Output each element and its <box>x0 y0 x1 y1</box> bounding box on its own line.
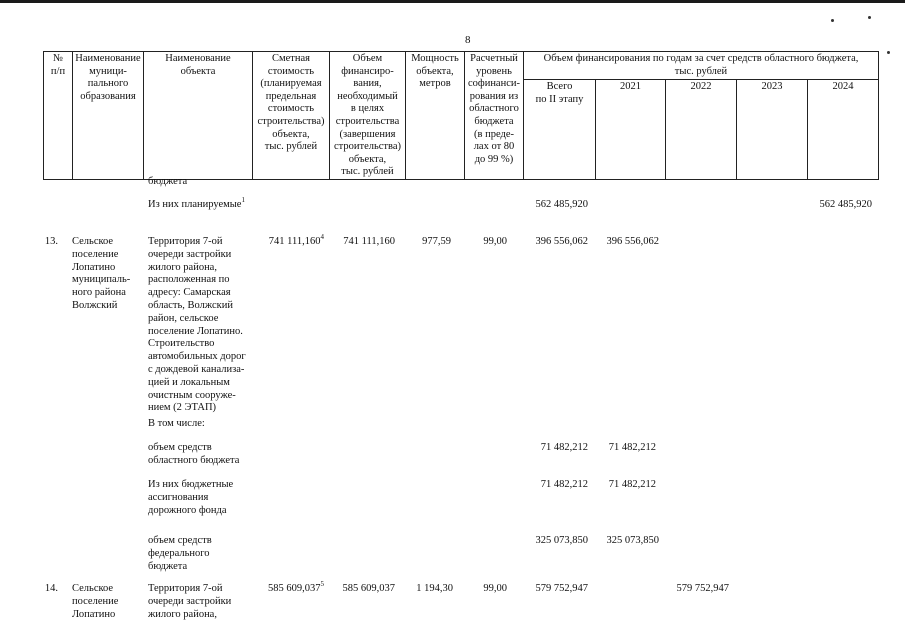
header-num: № п/п <box>44 52 73 180</box>
row13-total: 396 556,062 <box>535 236 588 247</box>
regional-2021: 71 482,212 <box>608 442 656 453</box>
road-fund-total: 71 482,212 <box>540 479 588 490</box>
row13-object: Территория 7-ой очереди застройки жилого района, расположенная по адресу: Самарская область, Волжский район, сельское поселение Лопатино. Строительство автомобильных дорог с дождевой канализа- цией и локальным очистным сооруже- нием (2 ЭТАП) <box>148 236 246 414</box>
row14-municipality: Сельское поселение Лопатино <box>72 583 119 620</box>
planned-total: 562 485,920 <box>535 199 588 210</box>
row14-total: 579 752,947 <box>535 583 588 594</box>
header-2024: 2024 <box>808 80 879 180</box>
footnote-mark: 5 <box>320 579 324 588</box>
scan-speck <box>831 19 834 22</box>
header-municipality: Наименование муници- пального образования <box>73 52 144 180</box>
header-financing-group: Объем финансирования по годам за счет средств областного бюджета, тыс. рублей <box>524 52 879 80</box>
footnote-mark: 1 <box>241 195 245 204</box>
header-object: Наименование объекта <box>144 52 253 180</box>
scan-speck <box>887 51 890 54</box>
row14-capacity: 1 194,30 <box>416 583 453 594</box>
road-fund-2021: 71 482,212 <box>608 479 656 490</box>
table-header <box>43 51 879 180</box>
page-number: 8 <box>465 34 471 46</box>
row14-cost: 585 609,037$^5$ <box>268 579 324 594</box>
federal-total: 325 073,850 <box>535 535 588 546</box>
including-label: В том числе: <box>148 418 205 429</box>
planned-2024: 562 485,920 <box>819 199 872 210</box>
row13-2021: 396 556,062 <box>606 236 659 247</box>
scan-top-border <box>0 0 905 3</box>
row14-level: 99,00 <box>483 583 507 594</box>
row13-municipality: Сельское поселение Лопатино муниципаль- ного района Волжский <box>72 236 131 311</box>
continuation-text: бюджета <box>148 176 188 187</box>
road-fund-label: Из них бюджетные ассигнования дорожного фонда <box>148 479 234 516</box>
federal-2021: 325 073,850 <box>606 535 659 546</box>
row14-object: Территория 7-ой очереди застройки жилого района, <box>148 583 232 620</box>
header-total: Всего по II этапу <box>524 80 596 180</box>
row14-volume: 585 609,037 <box>342 583 395 594</box>
header-cost: Сметная стоимость (планируемая предельная стоимость строительства) объекта, тыс. рублей <box>253 52 330 180</box>
federal-label: объем средств федерального бюджета <box>148 535 212 572</box>
row13-cost: 741 111,160$^4$ <box>268 232 324 247</box>
header-capacity: Мощность объекта, метров <box>406 52 465 180</box>
planned-label: Из них планируемые$^1$ <box>148 195 245 210</box>
row14-2022: 579 752,947 <box>676 583 729 594</box>
row13-volume: 741 111,160 <box>343 236 395 247</box>
header-2021: 2021 <box>596 80 666 180</box>
header-2022: 2022 <box>666 80 737 180</box>
row13-capacity: 977,59 <box>422 236 451 247</box>
regional-total: 71 482,212 <box>540 442 588 453</box>
header-2023: 2023 <box>737 80 808 180</box>
row13-level: 99,00 <box>483 236 507 247</box>
scan-speck <box>868 16 871 19</box>
row13-num: 13. <box>44 236 58 247</box>
row14-num: 14. <box>44 583 58 594</box>
header-level: Расчетный уровень софинанси- рования из областного бюджета (в преде- лах от 80 до 99 %) <box>465 52 524 180</box>
footnote-mark: 4 <box>320 232 324 241</box>
header-volume: Объем финансиро- вания, необходимый в целях строительства (завершения строительства) объекта, тыс. рублей <box>330 52 406 180</box>
regional-label: объем средств областного бюджета <box>148 442 240 466</box>
